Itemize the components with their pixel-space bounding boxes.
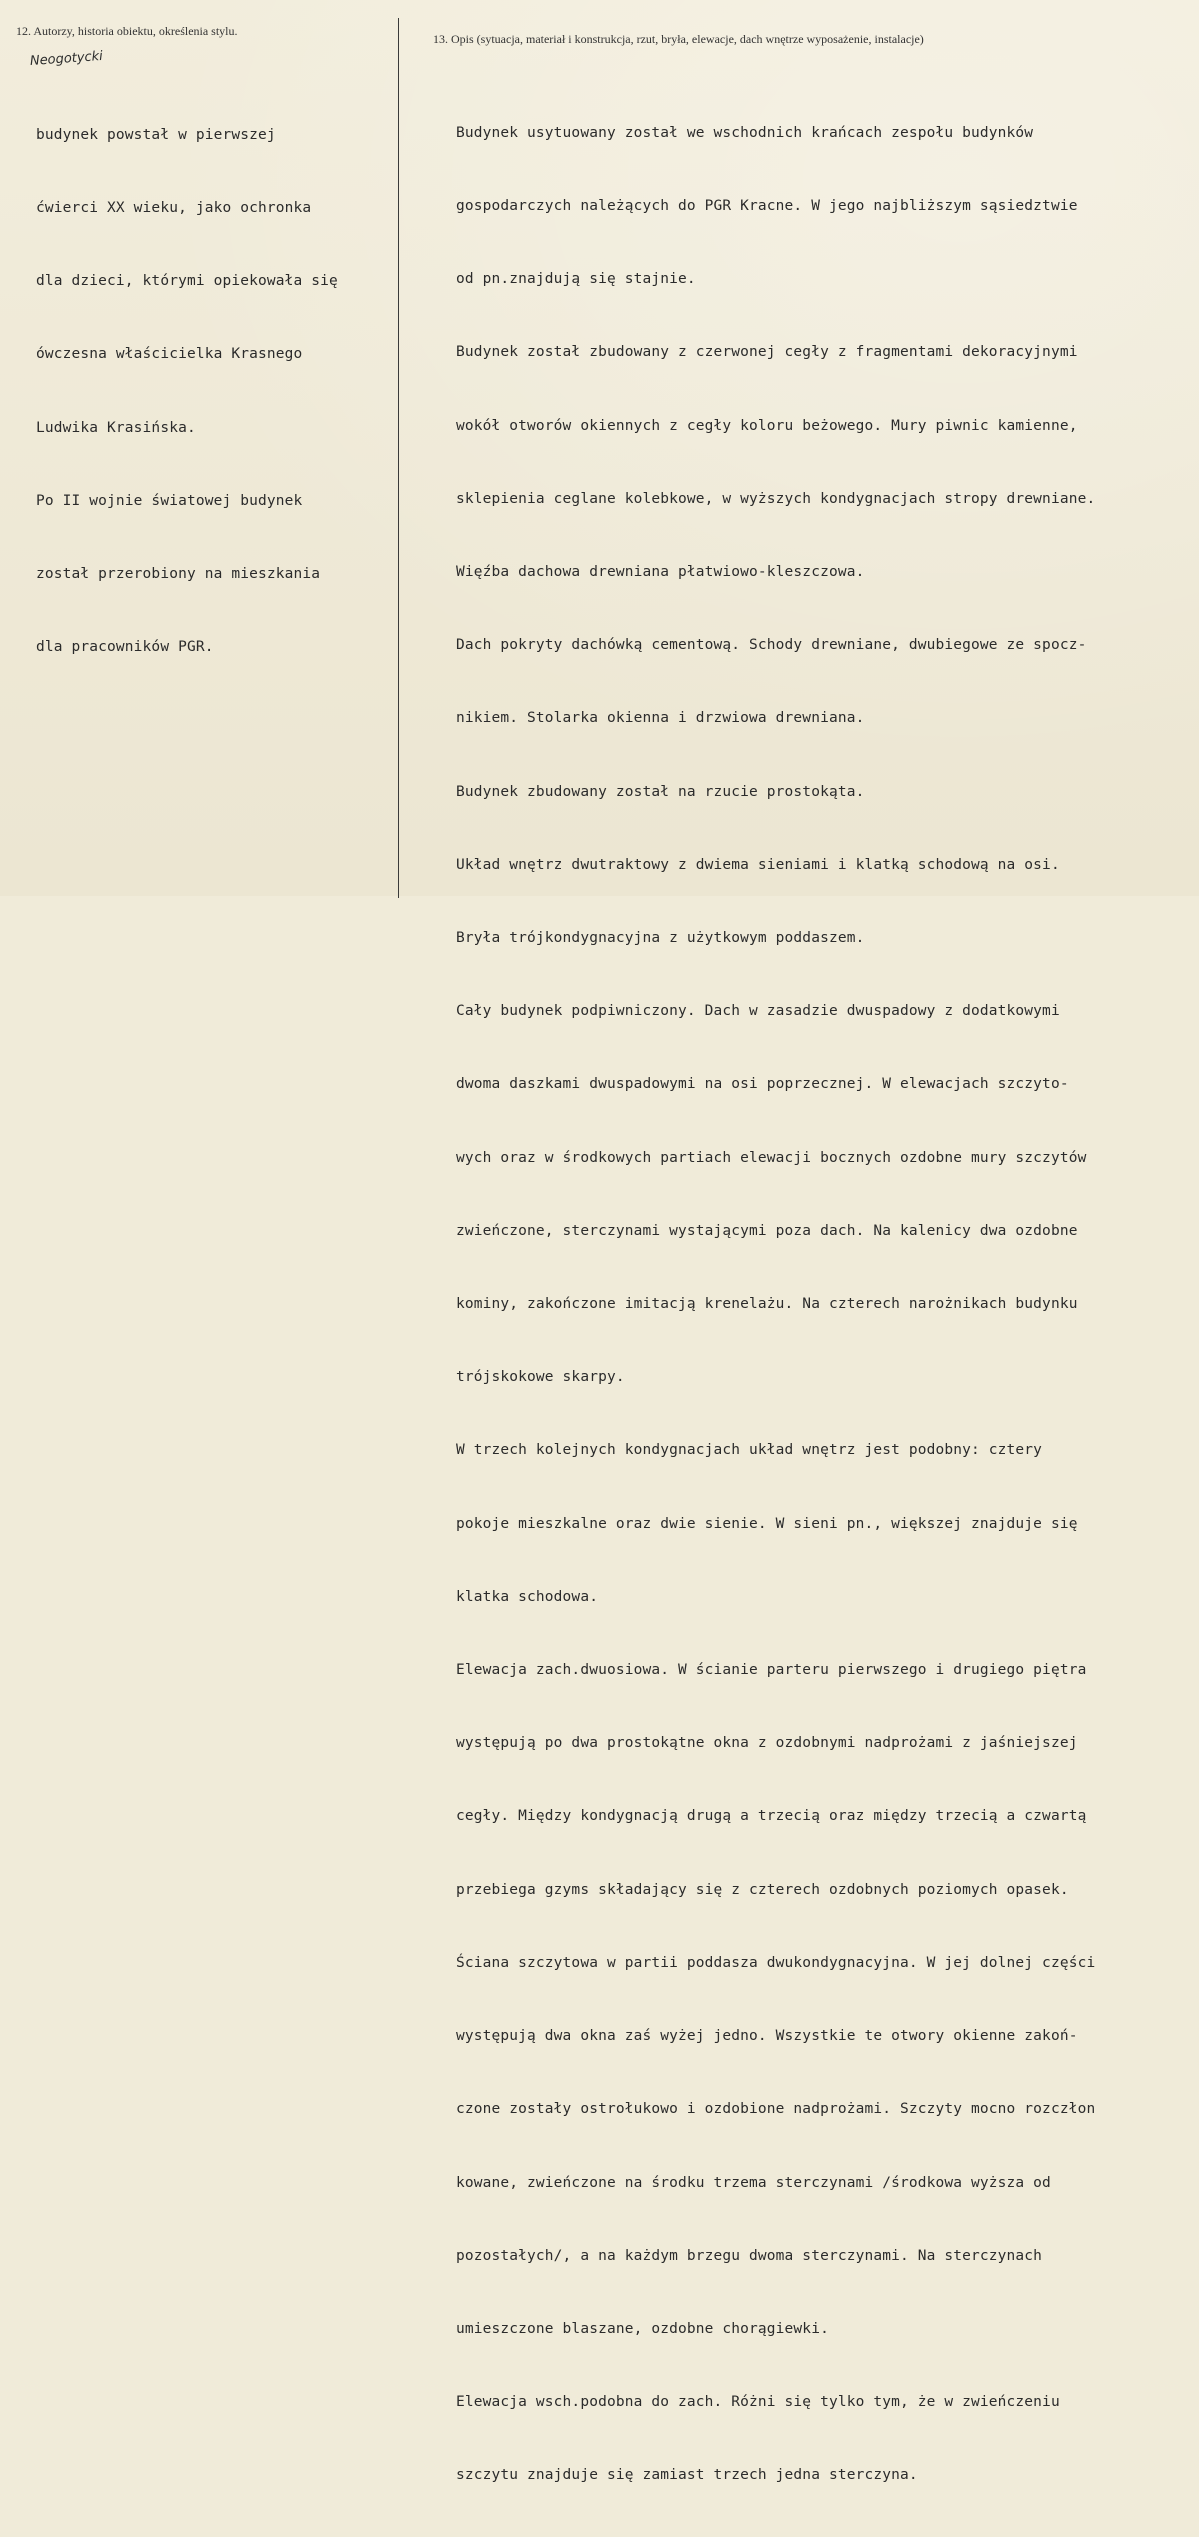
history-line: ówczesna właścicielka Krasnego (36, 346, 303, 363)
description-line: wokół otworów okiennych z cegły koloru beżowego. Mury piwnic kamienne, (456, 417, 1078, 434)
description-line: cegły. Między kondygnacją drugą a trzecią oraz między trzecią a czwartą (456, 1808, 1087, 1825)
description-line: występują po dwa prostokątne okna z ozdobnymi nadprożami z jaśniejszej (456, 1735, 1078, 1752)
history-line: dla pracowników PGR. (36, 639, 214, 656)
history-line: ćwierci XX wieku, jako ochronka (36, 200, 312, 217)
description-line: kowane, zwieńczone na środku trzema sterczynami /środkowa wyższa od (456, 2174, 1051, 2191)
description-line: wych oraz w środkowych partiach elewacji bocznych ozdobne mury szczytów (456, 1149, 1087, 1166)
history-line: Ludwika Krasińska. (36, 419, 196, 436)
description-line: trójskokowe skarpy. (456, 1369, 625, 1386)
description-line: Budynek został zbudowany z czerwonej cegły z fragmentami dekoracyjnymi (456, 344, 1078, 361)
description-line: sklepienia ceglane kolebkowe, w wyższych kondygnacjach stropy drewniane. (456, 490, 1096, 507)
description-line: gospodarczych należących do PGR Kracne. W jego najbliższym sąsiedztwie (456, 198, 1078, 215)
description-line: nikiem. Stolarka okienna i drzwiowa drewniana. (456, 710, 865, 727)
description-line: klatka schodowa. (456, 1588, 599, 1605)
description-line: Budynek zbudowany został na rzucie prostokąta. (456, 783, 865, 800)
history-line: dla dzieci, którymi opiekowała się (36, 273, 338, 290)
history-line: budynek powstał w pierwszej (36, 126, 276, 143)
description-line: Bryła trójkondygnacyjna z użytkowym poddaszem. (456, 930, 865, 947)
description-line: umieszczone blaszane, ozdobne chorągiewki. (456, 2320, 829, 2337)
column-divider (398, 18, 399, 898)
description-line: dwoma daszkami dwuspadowymi na osi poprzecznej. W elewacjach szczyto- (456, 1076, 1069, 1093)
description-line: pokoje mieszkalne oraz dwie sienie. W sieni pn., większej znajduje się (456, 1515, 1078, 1532)
description-line: Elewacja zach.dwuosiowa. W ścianie parteru pierwszego i drugiego piętra (456, 1662, 1087, 1679)
description-line: W trzech kolejnych kondygnacjach układ wnętrz jest podobny: cztery (456, 1442, 1043, 1459)
history-line: Po II wojnie światowej budynek (36, 492, 303, 509)
field-label-description: 13. Opis (sytuacja, materiał i konstrukcja, rzut, bryła, elewacje, dach wnętrze wyposażenie, instalacje) (433, 32, 924, 46)
description-line: od pn.znajdują się stajnie. (456, 271, 696, 288)
description-line: szczytu znajduje się zamiast trzech jedna sterczyna. (456, 2467, 918, 2484)
description-line: pozostałych/, a na każdym brzegu dwoma sterczynami. Na sterczynach (456, 2247, 1043, 2264)
description-text (456, 72, 1095, 2537)
field-label-authors-history: 12. Autorzy, historia obiektu, określenia stylu. (16, 24, 238, 38)
description-line: Więźba dachowa drewniana płatwiowo-kleszczowa. (456, 564, 865, 581)
description-line: Budynek usytuowany został we wschodnich krańcach zespołu budynków (456, 124, 1034, 141)
description-line: Elewacja wsch.podobna do zach. Różni się tylko tym, że w zwieńczeniu (456, 2394, 1060, 2411)
description-line: przebiega gzyms składający się z czterech ozdobnych poziomych opasek. (456, 1881, 1069, 1898)
description-line: Ściana szczytowa w partii poddasza dwukondygnacyjna. W jej dolnej części (456, 1954, 1096, 1971)
description-line: czone zostały ostrołukowo i ozdobione nadprożami. Szczyty mocno rozczłon (456, 2101, 1096, 2118)
history-text (36, 74, 338, 708)
description-line: kominy, zakończone imitacją krenelażu. Na czterech narożnikach budynku (456, 1296, 1078, 1313)
handwritten-style-note: Neogotycki (29, 48, 104, 69)
description-line: Dach pokryty dachówką cementową. Schody drewniane, dwubiegowe ze spocz- (456, 637, 1087, 654)
description-line: zwieńczone, sterczynami wystającymi poza dach. Na kalenicy dwa ozdobne (456, 1222, 1078, 1239)
history-line: został przerobiony na mieszkania (36, 566, 321, 583)
description-line: Cały budynek podpiwniczony. Dach w zasadzie dwuspadowy z dodatkowymi (456, 1003, 1060, 1020)
description-line: Układ wnętrz dwutraktowy z dwiema sieniami i klatką schodową na osi. (456, 856, 1060, 873)
description-line: występują dwa okna zaś wyżej jedno. Wszystkie te otwory okienne zakoń- (456, 2028, 1078, 2045)
